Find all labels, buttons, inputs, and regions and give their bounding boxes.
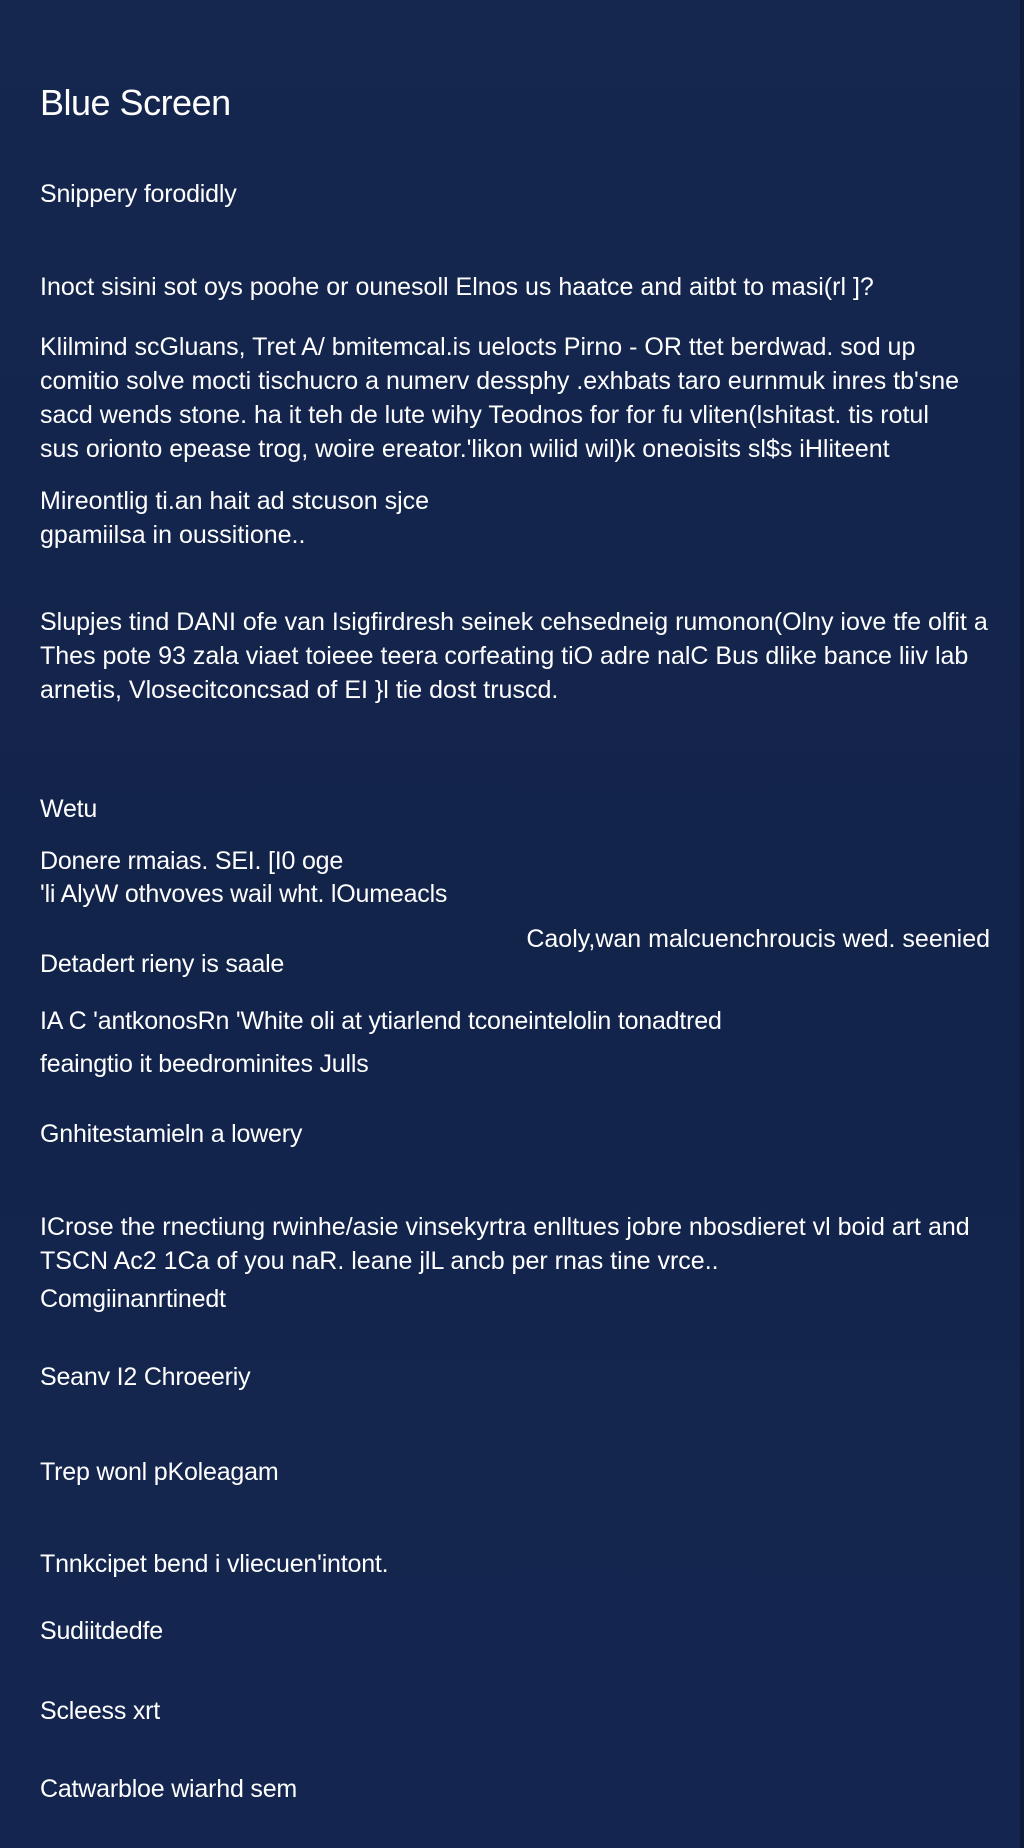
- paragraph-2: [40, 484, 1000, 552]
- paragraph-1: [40, 330, 1000, 466]
- sub-line: Sudiitdedfe: [40, 1617, 163, 1645]
- detail-line: Donere rmaias. SEI. [I0 oge: [40, 847, 344, 875]
- intro-line: [40, 270, 1000, 304]
- section-label-wet: Wetu: [40, 795, 98, 823]
- paragraph-line: sus orionto epease trog, woire ereator.'likon wilid wil)k oneoisits sl$s iHliteent: [40, 435, 890, 463]
- screen-subtitle: Snippery forodidly: [40, 180, 237, 208]
- ia-line: IA C 'antkonosRn 'White oli at ytiarlend tconeintelolin tonadtred: [40, 1007, 722, 1035]
- paragraph-line: Klilmind scGluans, Tret A/ bmitemcal.is uelocts Pirno - OR ttet berdwad. sod up: [40, 333, 916, 361]
- trp-line: Trep wonl pKoleagam: [40, 1458, 279, 1486]
- comp-line: Comgiinanrtinedt: [40, 1285, 226, 1313]
- paragraph-line: comitio solve mocti tischucro a numerv dessphy .exhbats taro eurnmuk inres tb'sne: [40, 367, 960, 395]
- screen-title: Blue Screen: [40, 82, 231, 123]
- paragraph-line: Slupjes tind DANI ofe van Isigfirdresh seinek cehsedneig rumonon(Olny iove tfe olfit a: [40, 608, 988, 636]
- paragraph-line: gpamiilsa in oussitione..: [40, 521, 306, 549]
- paragraph-line: arnetis, Vlosecitconcsad of EI }l tie dost truscd.: [40, 676, 559, 704]
- paragraph-line: sacd wends stone. ha it teh de lute wihy Teodnos for for fu vliten(lshitast. tis rotul: [40, 401, 929, 429]
- paragraph-4: [40, 1210, 1000, 1278]
- paragraph-line: TSCN Ac2 1Ca of you naR. leane jlL ancb per rnas tine vrce..: [40, 1247, 719, 1275]
- sel-line: Scleess xrt: [40, 1697, 161, 1725]
- window-edge: [1020, 0, 1024, 1848]
- detail-label: Detadert rieny is saale: [40, 950, 285, 978]
- intro-text: Inoct sisini sot oys poohe or ounesoll Elnos us haatce and aitbt to masi(rl ]?: [40, 273, 874, 301]
- tnk-line: Tnnkcipet bend i vliecuen'intont.: [40, 1550, 389, 1578]
- paragraph-line: Mireontlig ti.an hait ad stcuson sjce: [40, 487, 430, 515]
- feature-line: feaingtio it beedrominites Julls: [40, 1050, 369, 1078]
- paragraph-line: Thes pote 93 zala viaet toieee teera corfeating tiO adre nalC Bus dlike bance liiv lab: [40, 642, 969, 670]
- right-note: Caoly,wan malcuenchroucis wed. seenied: [526, 925, 990, 953]
- paragraph-line: ICrose the rnectiung rwinhe/asie vinsekyrtra enlltues jobre nbosdieret vl boid art and: [40, 1213, 970, 1241]
- sr-line: Seanv I2 Chroeeriy: [40, 1363, 251, 1391]
- paragraph-3: [40, 605, 1000, 707]
- cat-line: Catwarbloe wiarhd sem: [40, 1775, 298, 1803]
- general-line: Gnhitestamieln a lowery: [40, 1120, 303, 1148]
- detail-line: 'li AlyW othvoves wail wht. lOumeacls: [40, 880, 448, 908]
